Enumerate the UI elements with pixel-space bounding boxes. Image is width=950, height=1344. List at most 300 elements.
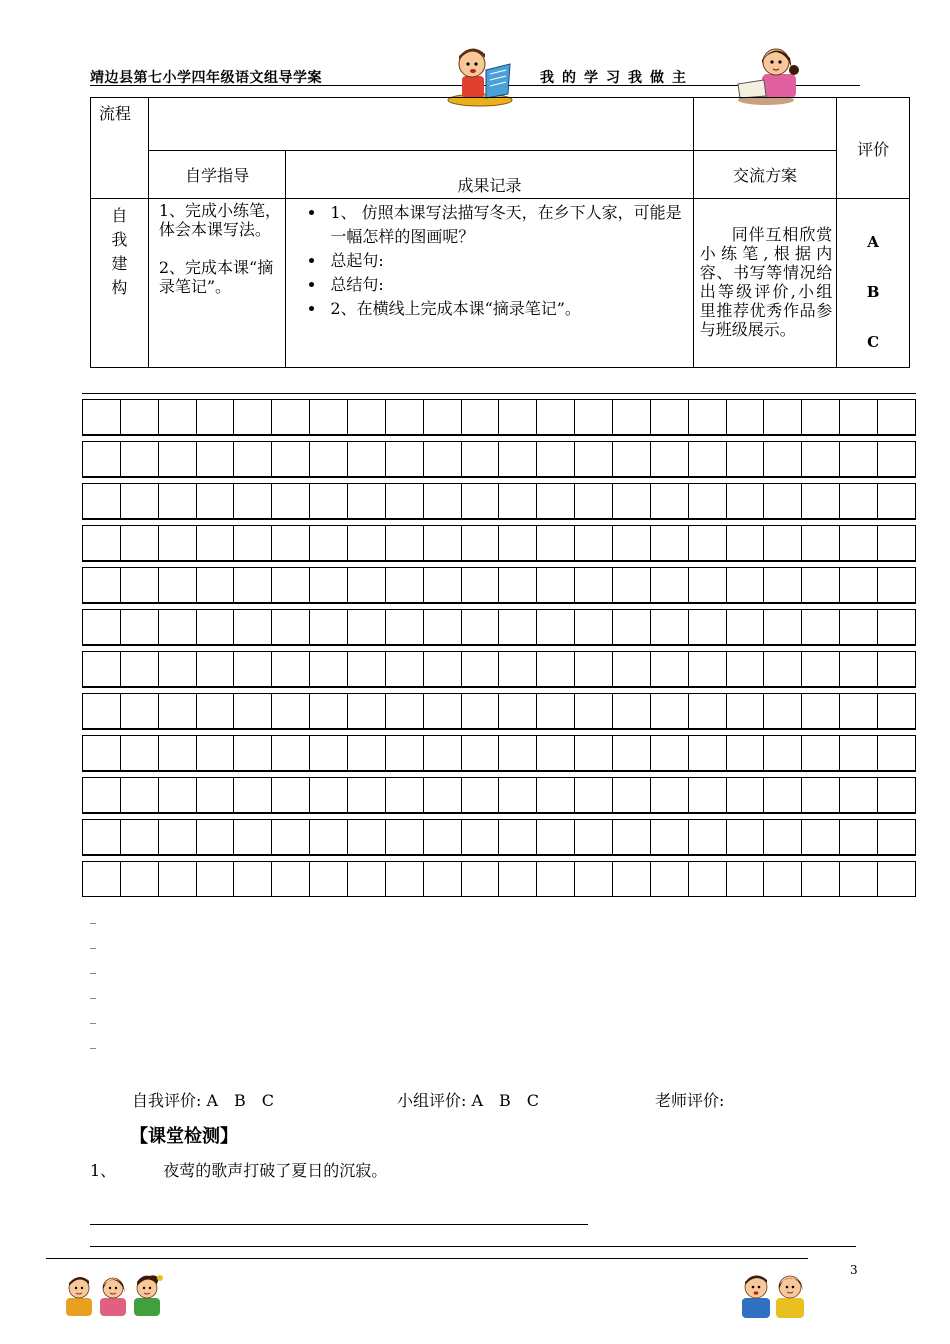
grid-cell[interactable]	[159, 610, 197, 644]
grid-cell[interactable]	[575, 736, 613, 770]
grid-cell[interactable]	[878, 736, 915, 770]
grid-cell[interactable]	[727, 820, 765, 854]
grid-cell[interactable]	[272, 736, 310, 770]
grid-cell[interactable]	[272, 568, 310, 602]
grid-cell[interactable]	[499, 610, 537, 644]
grid-row-spacer-line	[82, 435, 916, 436]
grid-cell[interactable]	[234, 694, 272, 728]
grid-cell[interactable]	[840, 442, 878, 476]
grid-cell[interactable]	[424, 652, 462, 686]
grid-cell[interactable]	[310, 862, 348, 896]
grid-cell[interactable]	[878, 442, 915, 476]
grid-cell[interactable]	[272, 694, 310, 728]
grid-cell[interactable]	[878, 610, 915, 644]
three-kids-illustration	[62, 1272, 166, 1318]
result-item: • 2、在横线上完成本课“摘录笔记”。	[326, 297, 692, 321]
grid-cell[interactable]	[537, 862, 575, 896]
exchange-cell	[693, 199, 837, 368]
grid-cell[interactable]	[234, 442, 272, 476]
grid-cell[interactable]	[613, 526, 651, 560]
grid-cell[interactable]	[159, 484, 197, 518]
grid-cell[interactable]	[764, 442, 802, 476]
grid-cell[interactable]	[197, 442, 235, 476]
grid-cell[interactable]	[272, 400, 310, 434]
grid-cell[interactable]	[310, 400, 348, 434]
grid-cell[interactable]	[386, 400, 424, 434]
grid-cell[interactable]	[802, 400, 840, 434]
grid-cell[interactable]	[537, 568, 575, 602]
grid-cell[interactable]	[348, 820, 386, 854]
grid-cell[interactable]	[651, 736, 689, 770]
grid-cell[interactable]	[537, 442, 575, 476]
grid-cell[interactable]	[386, 694, 424, 728]
grid-cell[interactable]	[651, 442, 689, 476]
grid-cells	[82, 525, 916, 561]
grid-cell[interactable]	[575, 694, 613, 728]
grid-cell[interactable]	[159, 694, 197, 728]
grid-cell[interactable]	[234, 652, 272, 686]
grid-cell[interactable]	[840, 862, 878, 896]
grid-cell[interactable]	[613, 568, 651, 602]
eval-header-cell	[837, 98, 910, 199]
grid-cell[interactable]	[159, 442, 197, 476]
grid-cell[interactable]	[386, 484, 424, 518]
grid-cell[interactable]	[424, 820, 462, 854]
grid-cell[interactable]	[386, 610, 424, 644]
grid-cell[interactable]	[462, 694, 500, 728]
grid-cell[interactable]	[197, 820, 235, 854]
grid-cell[interactable]	[878, 568, 915, 602]
grid-cell[interactable]	[840, 778, 878, 812]
grid-cell[interactable]	[764, 736, 802, 770]
grid-cell[interactable]	[727, 736, 765, 770]
grid-cell[interactable]	[651, 652, 689, 686]
grid-cell[interactable]	[159, 526, 197, 560]
grid-cell[interactable]	[613, 778, 651, 812]
grid-cell[interactable]	[537, 484, 575, 518]
group-evaluation: 小组评价: A B C	[397, 1091, 540, 1110]
question-number: 1、	[90, 1161, 117, 1180]
grid-cell[interactable]	[802, 652, 840, 686]
grid-cell[interactable]	[689, 400, 727, 434]
grid-cell[interactable]	[575, 862, 613, 896]
grid-cell[interactable]	[613, 736, 651, 770]
grid-cell[interactable]	[348, 442, 386, 476]
grid-cell[interactable]	[537, 736, 575, 770]
grid-cell[interactable]	[272, 820, 310, 854]
grid-cell[interactable]	[462, 652, 500, 686]
grid-cell[interactable]	[764, 610, 802, 644]
grid-cell[interactable]	[424, 736, 462, 770]
grid-cell[interactable]	[197, 862, 235, 896]
grid-cell[interactable]	[424, 484, 462, 518]
grid-cell[interactable]	[840, 484, 878, 518]
grid-cell[interactable]	[689, 568, 727, 602]
grid-cell[interactable]	[197, 568, 235, 602]
grid-cell[interactable]	[575, 568, 613, 602]
grid-cell[interactable]	[121, 400, 159, 434]
grid-cell[interactable]	[272, 610, 310, 644]
grid-cell[interactable]	[310, 736, 348, 770]
grid-cell[interactable]	[499, 862, 537, 896]
grid-cell[interactable]	[424, 862, 462, 896]
grid-cell[interactable]	[197, 778, 235, 812]
grid-cell[interactable]	[348, 400, 386, 434]
grid-cell[interactable]	[651, 400, 689, 434]
grid-cell[interactable]	[840, 694, 878, 728]
grid-cell[interactable]	[197, 484, 235, 518]
grid-cell[interactable]	[802, 820, 840, 854]
grid-cell[interactable]	[802, 484, 840, 518]
grid-cell[interactable]	[878, 400, 915, 434]
grid-cell[interactable]	[499, 568, 537, 602]
grid-cell[interactable]	[575, 610, 613, 644]
grid-cell[interactable]	[727, 862, 765, 896]
grid-cell[interactable]	[234, 862, 272, 896]
grid-cell[interactable]	[348, 736, 386, 770]
grid-cell[interactable]	[424, 400, 462, 434]
grid-row-spacer-line	[82, 477, 916, 478]
grid-cell[interactable]	[310, 568, 348, 602]
grid-cell[interactable]	[348, 568, 386, 602]
grade-option[interactable]: C	[867, 333, 880, 351]
grid-cell[interactable]	[386, 820, 424, 854]
grid-cell[interactable]	[878, 484, 915, 518]
grid-cell[interactable]	[499, 694, 537, 728]
grid-cell[interactable]	[613, 862, 651, 896]
grid-cell[interactable]	[499, 442, 537, 476]
grid-cell[interactable]	[83, 694, 121, 728]
grid-cell[interactable]	[651, 526, 689, 560]
grid-cell[interactable]	[462, 526, 500, 560]
grid-cell[interactable]	[878, 820, 915, 854]
exchange-header-cell	[693, 151, 837, 199]
grid-cell[interactable]	[159, 400, 197, 434]
grid-cell[interactable]	[537, 778, 575, 812]
grid-cell[interactable]	[499, 778, 537, 812]
flow-cell	[91, 98, 149, 199]
grid-cell[interactable]	[348, 862, 386, 896]
grid-cell[interactable]	[802, 694, 840, 728]
grid-cell[interactable]	[651, 820, 689, 854]
grade-cell	[837, 199, 910, 368]
grid-cell[interactable]	[197, 652, 235, 686]
grid-cell[interactable]	[727, 484, 765, 518]
grid-cell[interactable]	[575, 778, 613, 812]
grid-cell[interactable]	[537, 694, 575, 728]
grid-cell[interactable]	[499, 526, 537, 560]
learning-table	[90, 97, 910, 368]
grid-cells	[82, 777, 916, 813]
grid-cell[interactable]	[689, 526, 727, 560]
grid-cell[interactable]	[727, 610, 765, 644]
guide-item-1: 1、完成小练笔，体会本课写法。	[158, 201, 282, 239]
grid-cell[interactable]	[462, 484, 500, 518]
grid-cell[interactable]	[462, 568, 500, 602]
grid-cell[interactable]	[159, 652, 197, 686]
guide-cell	[148, 199, 286, 368]
grid-cell[interactable]	[840, 400, 878, 434]
grid-cell[interactable]	[462, 820, 500, 854]
grid-cell[interactable]	[310, 526, 348, 560]
grid-cell[interactable]	[537, 652, 575, 686]
grid-cell[interactable]	[689, 652, 727, 686]
grid-cell[interactable]	[499, 400, 537, 434]
grid-cell[interactable]	[840, 820, 878, 854]
grid-cell[interactable]	[121, 484, 159, 518]
grid-cell[interactable]	[159, 778, 197, 812]
grid-cell[interactable]	[348, 484, 386, 518]
grid-cell[interactable]	[83, 610, 121, 644]
grid-cell[interactable]	[613, 610, 651, 644]
grid-cell[interactable]	[159, 820, 197, 854]
grid-cell[interactable]	[462, 400, 500, 434]
grid-cell[interactable]	[537, 526, 575, 560]
grid-cell[interactable]	[83, 820, 121, 854]
grid-cell[interactable]	[234, 820, 272, 854]
grid-cell[interactable]	[386, 526, 424, 560]
grid-cell[interactable]	[689, 484, 727, 518]
grid-cell[interactable]	[386, 568, 424, 602]
grid-cell[interactable]	[802, 568, 840, 602]
grid-cell[interactable]	[537, 820, 575, 854]
grid-cell[interactable]	[575, 652, 613, 686]
grid-cell[interactable]	[727, 400, 765, 434]
grid-cell[interactable]	[386, 736, 424, 770]
row-label-char: 自	[111, 206, 128, 225]
grid-cell[interactable]	[878, 862, 915, 896]
grid-cell[interactable]	[764, 820, 802, 854]
grid-cell[interactable]	[499, 652, 537, 686]
grid-cell[interactable]	[159, 862, 197, 896]
result-header-cell	[286, 151, 693, 199]
grid-cell[interactable]	[159, 568, 197, 602]
grid-cell[interactable]	[575, 820, 613, 854]
grid-row-spacer-line	[82, 813, 916, 814]
grid-cell[interactable]	[386, 652, 424, 686]
grid-cell[interactable]	[575, 400, 613, 434]
grid-cell[interactable]	[348, 652, 386, 686]
grid-cell[interactable]	[613, 484, 651, 518]
grid-cell[interactable]	[83, 568, 121, 602]
grid-cell[interactable]	[310, 442, 348, 476]
grid-cell[interactable]	[83, 442, 121, 476]
grid-cell[interactable]	[802, 526, 840, 560]
grid-cell[interactable]	[727, 568, 765, 602]
grid-cell[interactable]	[840, 652, 878, 686]
blank-dash: _	[90, 935, 96, 949]
grid-cell[interactable]	[651, 568, 689, 602]
grid-cell[interactable]	[121, 694, 159, 728]
grid-cell[interactable]	[651, 610, 689, 644]
grid-cell[interactable]	[121, 652, 159, 686]
grid-row-spacer-line	[82, 645, 916, 646]
grid-cell[interactable]	[764, 652, 802, 686]
grid-cell[interactable]	[727, 778, 765, 812]
grid-cell[interactable]	[689, 442, 727, 476]
grid-cell[interactable]	[83, 736, 121, 770]
grid-cell[interactable]	[234, 400, 272, 434]
grade-option[interactable]: B	[866, 283, 880, 301]
grid-cell[interactable]	[802, 862, 840, 896]
page-number: 3	[850, 1263, 858, 1277]
grid-cell[interactable]	[840, 610, 878, 644]
grid-cell[interactable]	[462, 736, 500, 770]
grid-cell[interactable]	[83, 400, 121, 434]
guide-header: 自学指导	[185, 166, 250, 185]
grid-cell[interactable]	[689, 820, 727, 854]
grid-cell[interactable]	[878, 694, 915, 728]
grid-cell[interactable]	[764, 526, 802, 560]
grid-cell[interactable]	[462, 442, 500, 476]
grid-cell[interactable]	[386, 442, 424, 476]
grid-cell[interactable]	[651, 778, 689, 812]
two-kids-illustration	[738, 1270, 810, 1320]
grid-cell[interactable]	[272, 442, 310, 476]
grid-cell[interactable]	[310, 610, 348, 644]
grid-cell[interactable]	[499, 820, 537, 854]
grid-cell[interactable]	[537, 400, 575, 434]
grid-cell[interactable]	[764, 694, 802, 728]
grid-cell[interactable]	[878, 526, 915, 560]
grid-cell[interactable]	[613, 400, 651, 434]
grid-cell[interactable]	[424, 442, 462, 476]
grid-cell[interactable]	[83, 778, 121, 812]
grid-cell[interactable]	[121, 568, 159, 602]
grid-cell[interactable]	[121, 526, 159, 560]
grid-cell[interactable]	[802, 778, 840, 812]
grid-cell[interactable]	[727, 442, 765, 476]
grid-cell[interactable]	[310, 694, 348, 728]
grid-cell[interactable]	[575, 484, 613, 518]
grid-cell[interactable]	[159, 736, 197, 770]
grid-cell[interactable]	[727, 652, 765, 686]
grid-cell[interactable]	[386, 862, 424, 896]
answer-line[interactable]	[90, 1224, 588, 1225]
grid-cell[interactable]	[121, 820, 159, 854]
grid-cell[interactable]	[499, 484, 537, 518]
grid-cell[interactable]	[197, 736, 235, 770]
row-label-cell	[91, 199, 149, 368]
grid-cell[interactable]	[689, 736, 727, 770]
exchange-text: 同伴互相欣赏小练笔,根据内容、书写等情况给出等级评价,小组里推荐优秀作品参与班级展示。	[699, 225, 833, 339]
grid-cell[interactable]	[272, 526, 310, 560]
grid-cell[interactable]	[764, 568, 802, 602]
grid-cell[interactable]	[348, 778, 386, 812]
grid-cell[interactable]	[689, 694, 727, 728]
grid-cell[interactable]	[727, 694, 765, 728]
grid-cell[interactable]	[83, 484, 121, 518]
grid-cell[interactable]	[272, 862, 310, 896]
grid-cell[interactable]	[424, 778, 462, 812]
grid-cell[interactable]	[613, 694, 651, 728]
grid-cell[interactable]	[764, 778, 802, 812]
grid-cell[interactable]	[802, 736, 840, 770]
grid-cell[interactable]	[272, 778, 310, 812]
grid-cell[interactable]	[651, 694, 689, 728]
grid-cell[interactable]	[462, 778, 500, 812]
grid-cell[interactable]	[499, 736, 537, 770]
grid-cell[interactable]	[348, 526, 386, 560]
grid-cell[interactable]	[424, 568, 462, 602]
grid-cell[interactable]	[840, 736, 878, 770]
grid-cell[interactable]	[197, 694, 235, 728]
grid-cell[interactable]	[764, 484, 802, 518]
grid-cell[interactable]	[689, 610, 727, 644]
grid-cell[interactable]	[272, 484, 310, 518]
grid-cell[interactable]	[802, 610, 840, 644]
grid-cell[interactable]	[83, 526, 121, 560]
grid-cell[interactable]	[234, 568, 272, 602]
grid-cell[interactable]	[424, 526, 462, 560]
grid-cell[interactable]	[348, 610, 386, 644]
grid-cell[interactable]	[310, 778, 348, 812]
grid-cell[interactable]	[840, 526, 878, 560]
answer-line[interactable]	[90, 1246, 856, 1247]
grid-cell[interactable]	[764, 400, 802, 434]
grid-cell[interactable]	[651, 862, 689, 896]
grid-cell[interactable]	[121, 862, 159, 896]
grid-cell[interactable]	[234, 610, 272, 644]
grid-cell[interactable]	[234, 526, 272, 560]
grid-row-spacer-line	[82, 393, 916, 394]
grid-cell[interactable]	[575, 442, 613, 476]
grid-cell[interactable]	[878, 652, 915, 686]
grid-cell[interactable]	[613, 442, 651, 476]
grid-cell[interactable]	[689, 862, 727, 896]
grid-cell[interactable]	[764, 862, 802, 896]
grid-cell[interactable]	[83, 862, 121, 896]
grid-cell[interactable]	[234, 484, 272, 518]
grade-option[interactable]: A	[867, 233, 879, 251]
grid-cell[interactable]	[310, 484, 348, 518]
grid-cell[interactable]	[234, 736, 272, 770]
grid-cell[interactable]	[802, 442, 840, 476]
grid-cell[interactable]	[386, 778, 424, 812]
grid-cell[interactable]	[121, 610, 159, 644]
grid-cell[interactable]	[348, 694, 386, 728]
grid-cell[interactable]	[840, 568, 878, 602]
grid-cell[interactable]	[121, 442, 159, 476]
grid-cell[interactable]	[462, 862, 500, 896]
grid-cell[interactable]	[613, 652, 651, 686]
grid-cell[interactable]	[424, 610, 462, 644]
grid-cell[interactable]	[537, 610, 575, 644]
grid-cell[interactable]	[310, 820, 348, 854]
grid-cell[interactable]	[197, 400, 235, 434]
grid-cell[interactable]	[272, 652, 310, 686]
grid-cell[interactable]	[424, 694, 462, 728]
grid-cell[interactable]	[121, 778, 159, 812]
grid-cell[interactable]	[575, 526, 613, 560]
grid-cells	[82, 483, 916, 519]
grid-cell[interactable]	[83, 652, 121, 686]
flow-label: 流程	[99, 104, 132, 123]
grid-cell[interactable]	[197, 610, 235, 644]
grid-cell[interactable]	[689, 778, 727, 812]
grid-cell[interactable]	[121, 736, 159, 770]
grid-cell[interactable]	[310, 652, 348, 686]
grid-cell[interactable]	[651, 484, 689, 518]
grid-cell[interactable]	[727, 526, 765, 560]
grid-cell[interactable]	[234, 778, 272, 812]
grid-cell[interactable]	[613, 820, 651, 854]
grid-row-spacer-line	[82, 771, 916, 772]
grid-cell[interactable]	[197, 526, 235, 560]
grid-cells	[82, 735, 916, 771]
grid-cell[interactable]	[462, 610, 500, 644]
grid-cell[interactable]	[878, 778, 915, 812]
